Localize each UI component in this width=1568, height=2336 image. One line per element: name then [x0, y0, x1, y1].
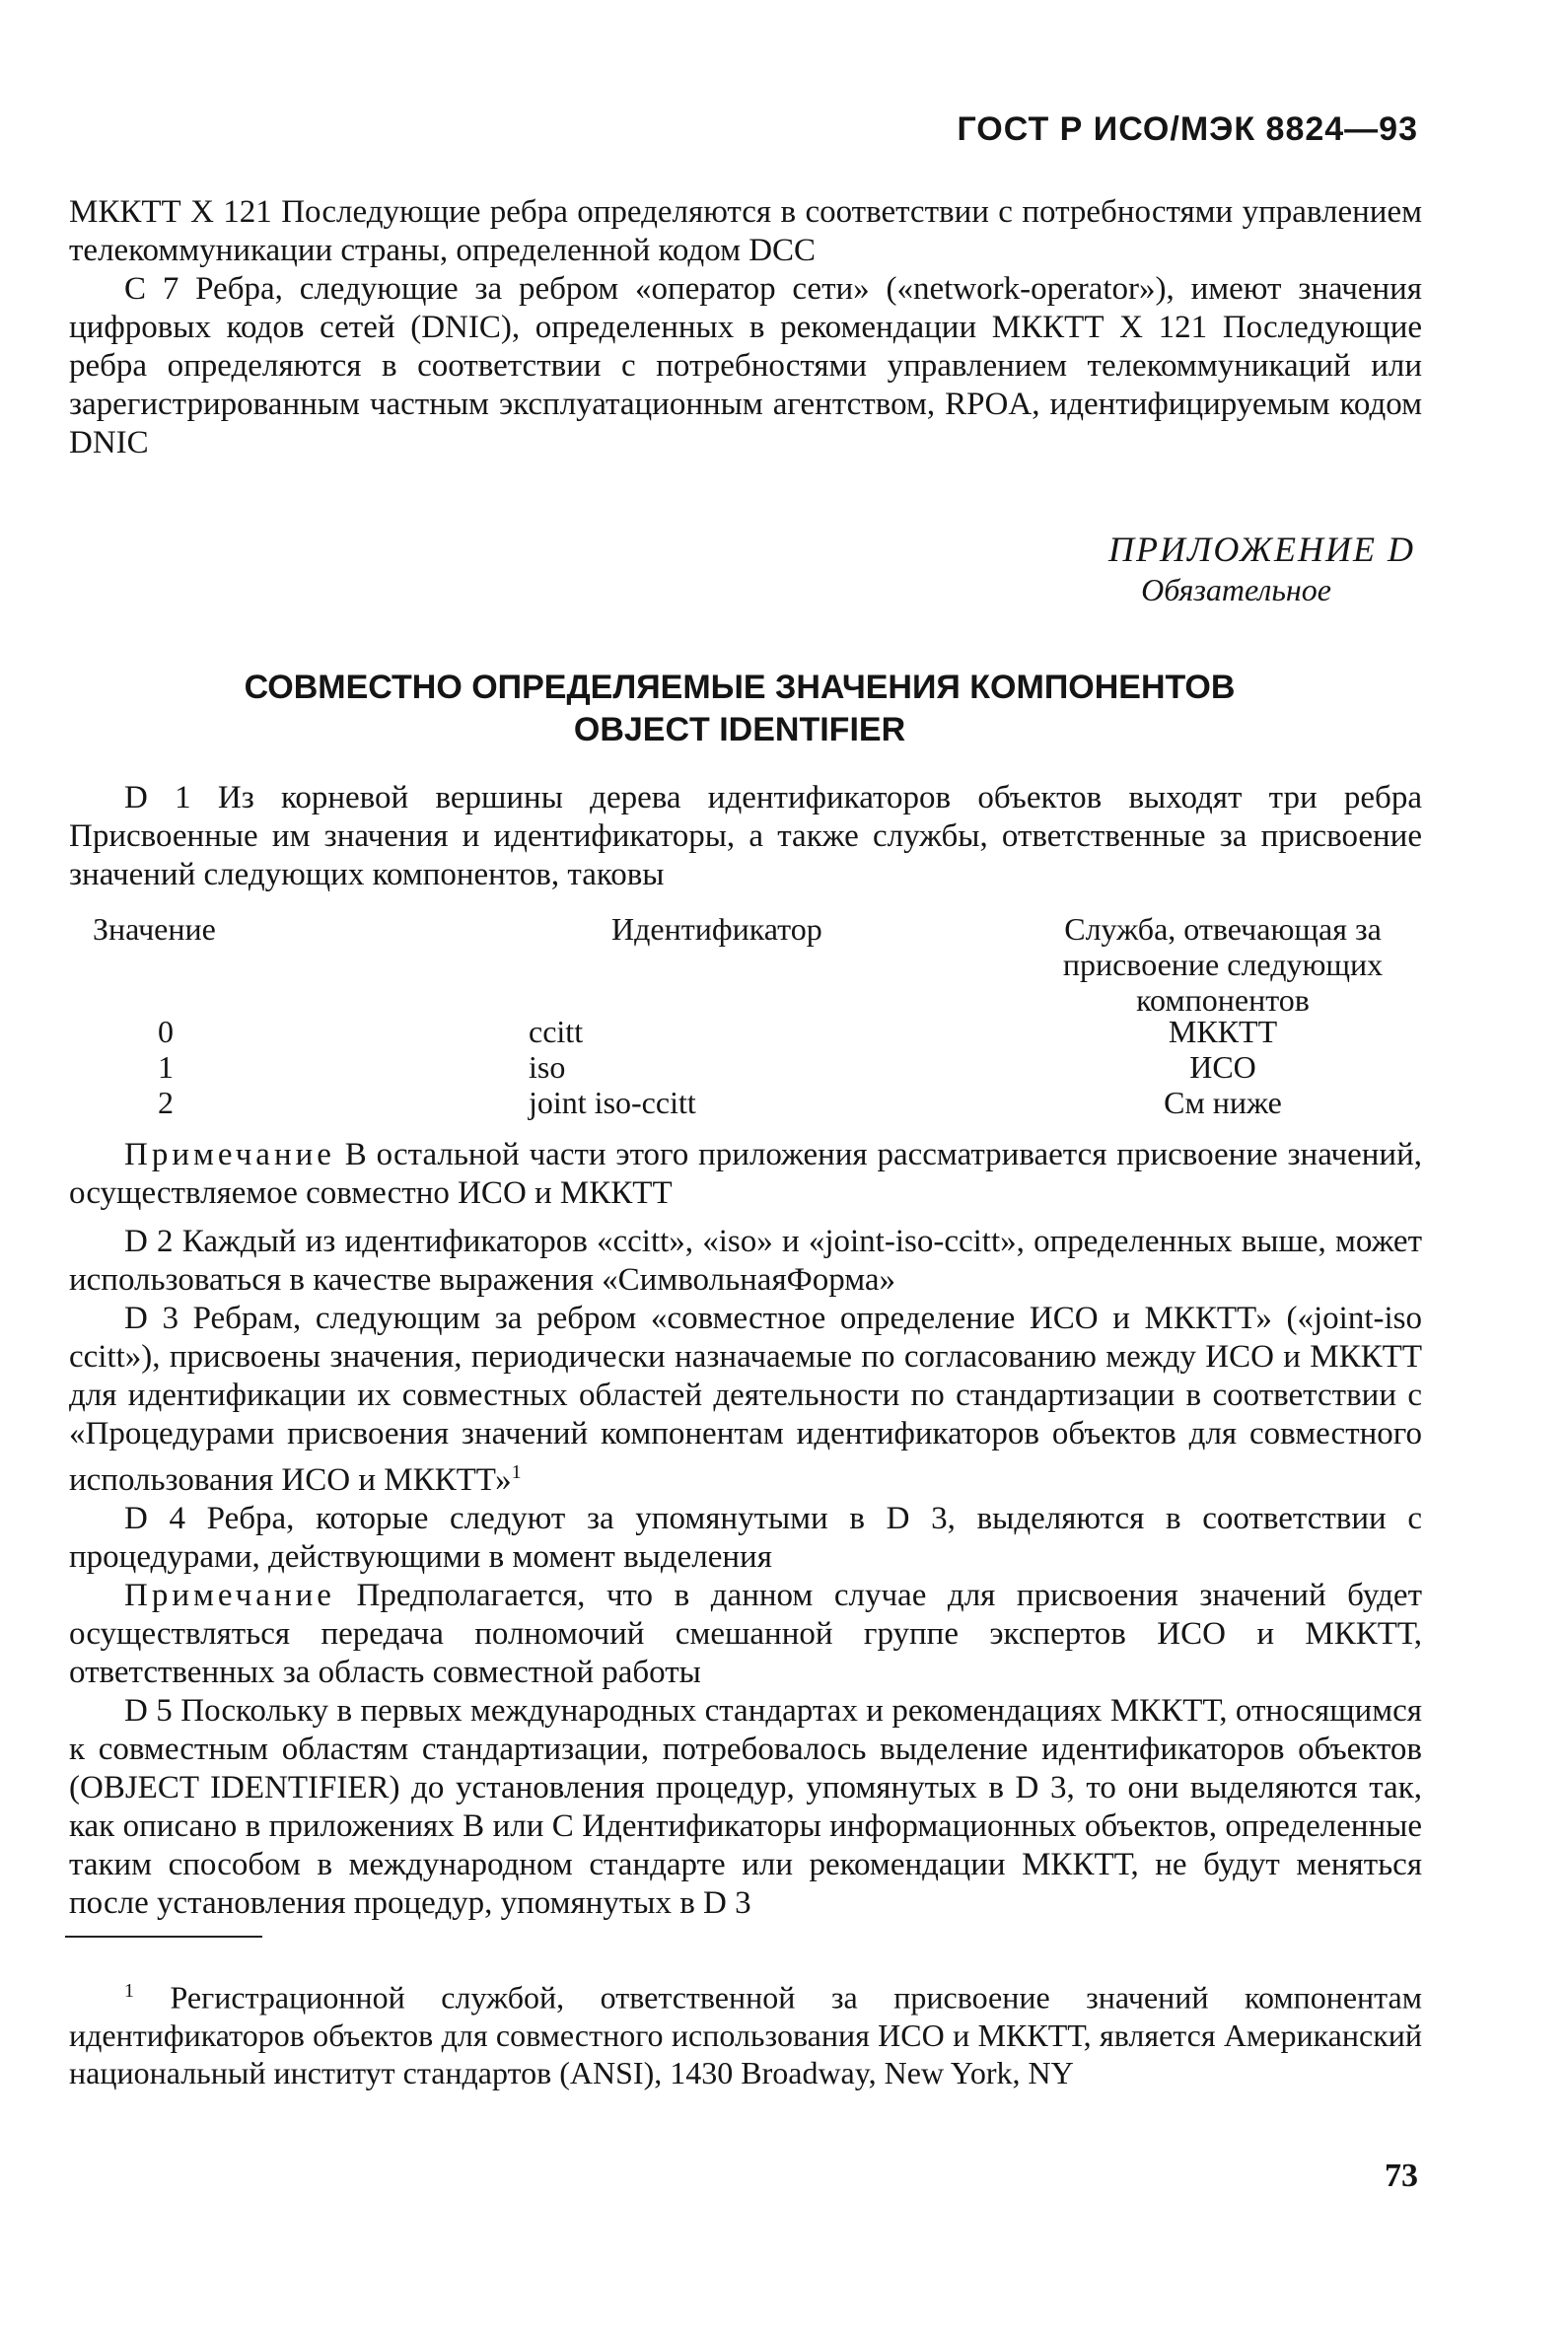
- paragraph-d1: D 1 Из корневой вершины дерева идентификаторов объектов выходят три ребра Присвоенные им значения и идентификаторы, а также службы, ответственные за присвоение значений следующих компонентов, таковы: [69, 780, 1422, 892]
- intro-paragraph-1: МККТТ X 121 Последующие ребра определяются в соответствии с потребностями управлением телекоммуникации страны, определенной кодом DCC: [69, 194, 1422, 268]
- paragraph-d5: D 5 Поскольку в первых международных стандартах и рекомендациях МККТТ, относящимся к совместным областям стандартизации, потребовалось выделение идентификаторов объектов (OBJECT IDENTIFIER) до установления процедур, упомянутых в D 3, то они выделяются так, как описано в приложениях В или С Идентификаторы информационных объектов, определенные таким способом в международном стандарте или рекомендации МККТТ, не будут меняться после установления процедур, упомянутых в D 3: [69, 1693, 1422, 1921]
- paragraph-d2: D 2 Каждый из идентификаторов «ccitt», «iso» и «joint-iso-ccitt», определенных выше, может использоваться в качестве выражения «СимвольнаяФорма»: [69, 1224, 1422, 1298]
- note-2-label: Примечание: [124, 1578, 335, 1613]
- footnote-mark: 1: [124, 1980, 134, 2002]
- footnote-text: Регистрационной службой, ответственной за присвоение значений компонентам идентификаторов объектов для совместного использования ИСО и МККТТ, является Американский национальный институт стандартов (ANSI), 1430 Broadway, New York, NY: [69, 1979, 1422, 2090]
- heading-line-2: OBJECT IDENTIFIER: [573, 711, 906, 748]
- table-header-value: Значение: [93, 911, 216, 947]
- note-1-label: Примечание: [124, 1137, 335, 1172]
- main-body: [69, 1136, 1422, 1923]
- table-row-2-service: См ниже: [1164, 1085, 1282, 1120]
- table-row-0-identifier: ccitt: [529, 1014, 584, 1049]
- intro-section: [69, 193, 1422, 462]
- table-row-1-value: 1: [158, 1049, 174, 1085]
- footnote: [69, 1972, 1422, 2091]
- appendix-status: Обязательное: [1141, 572, 1331, 607]
- page-header-standard: ГОСТ Р ИСО/МЭК 8824—93: [957, 110, 1418, 148]
- paragraph-d3: D 3 Ребрам, следующим за ребром «совместное определение ИСО и МККТТ» («joint-iso ccitt»), присвоены значения, периодически назначаемые по согласованию между ИСО и МККТТ для идентификации их совместных областей деятельности по стандартизации в соответствии с «Процедурами присвоения значений компонентам идентификаторов объектов для совместного использования ИСО и МККТТ»$^1$: [69, 1301, 1422, 1498]
- footnote-divider: [65, 1936, 262, 1938]
- table-row-2-identifier: joint iso-ccitt: [529, 1085, 696, 1120]
- note-2-text: Предполагается, что в данном случае для присвоения значений будет осуществляться передача полномочий смешанной группе экспертов ИСО и МККТТ, ответственных за область совместной работы: [69, 1578, 1422, 1690]
- table-row-1-service: ИСО: [1189, 1049, 1256, 1085]
- table-header-identifier: Идентификатор: [611, 911, 822, 947]
- paragraph-d1-block: [69, 779, 1422, 894]
- section-heading: [0, 667, 1479, 751]
- paragraph-d4: D 4 Ребра, которые следуют за упомянутыми в D 3, выделяются в соответствии с процедурами, действующими в момент выделения: [69, 1501, 1422, 1575]
- note-1-text: В остальной части этого приложения рассматривается присвоение значений, осуществляемое совместно ИСО и МККТТ: [69, 1137, 1422, 1211]
- note-2: [69, 1577, 1422, 1692]
- footnote-ref: 1: [511, 1461, 522, 1483]
- table-row-0-value: 0: [158, 1014, 174, 1049]
- table-row-2-value: 2: [158, 1085, 174, 1120]
- appendix-title: ПРИЛОЖЕНИЕ D: [1108, 530, 1415, 569]
- intro-paragraph-c7: C 7 Ребра, следующие за ребром «оператор сети» («network-operator»), имеют значения цифровых кодов сетей (DNIC), определенных в рекомендации МККТТ X 121 Последующие ребра определяются в соответствии с потребностями управлением телекоммуникаций или зарегистрированным частным эксплуатационным агентством, RPOA, идентифицируемым кодом DNIC: [69, 271, 1422, 460]
- heading-line-1: СОВМЕСТНО ОПРЕДЕЛЯЕМЫЕ ЗНАЧЕНИЯ КОМПОНЕНТОВ: [244, 669, 1236, 706]
- table-header-service: Служба, отвечающая за присвоение следующих компонентов: [1062, 911, 1384, 1018]
- page-number: 73: [1385, 2158, 1418, 2194]
- table-row-0-service: МККТТ: [1168, 1014, 1278, 1049]
- table-row-1-identifier: iso: [529, 1049, 566, 1085]
- note-1: [69, 1136, 1422, 1213]
